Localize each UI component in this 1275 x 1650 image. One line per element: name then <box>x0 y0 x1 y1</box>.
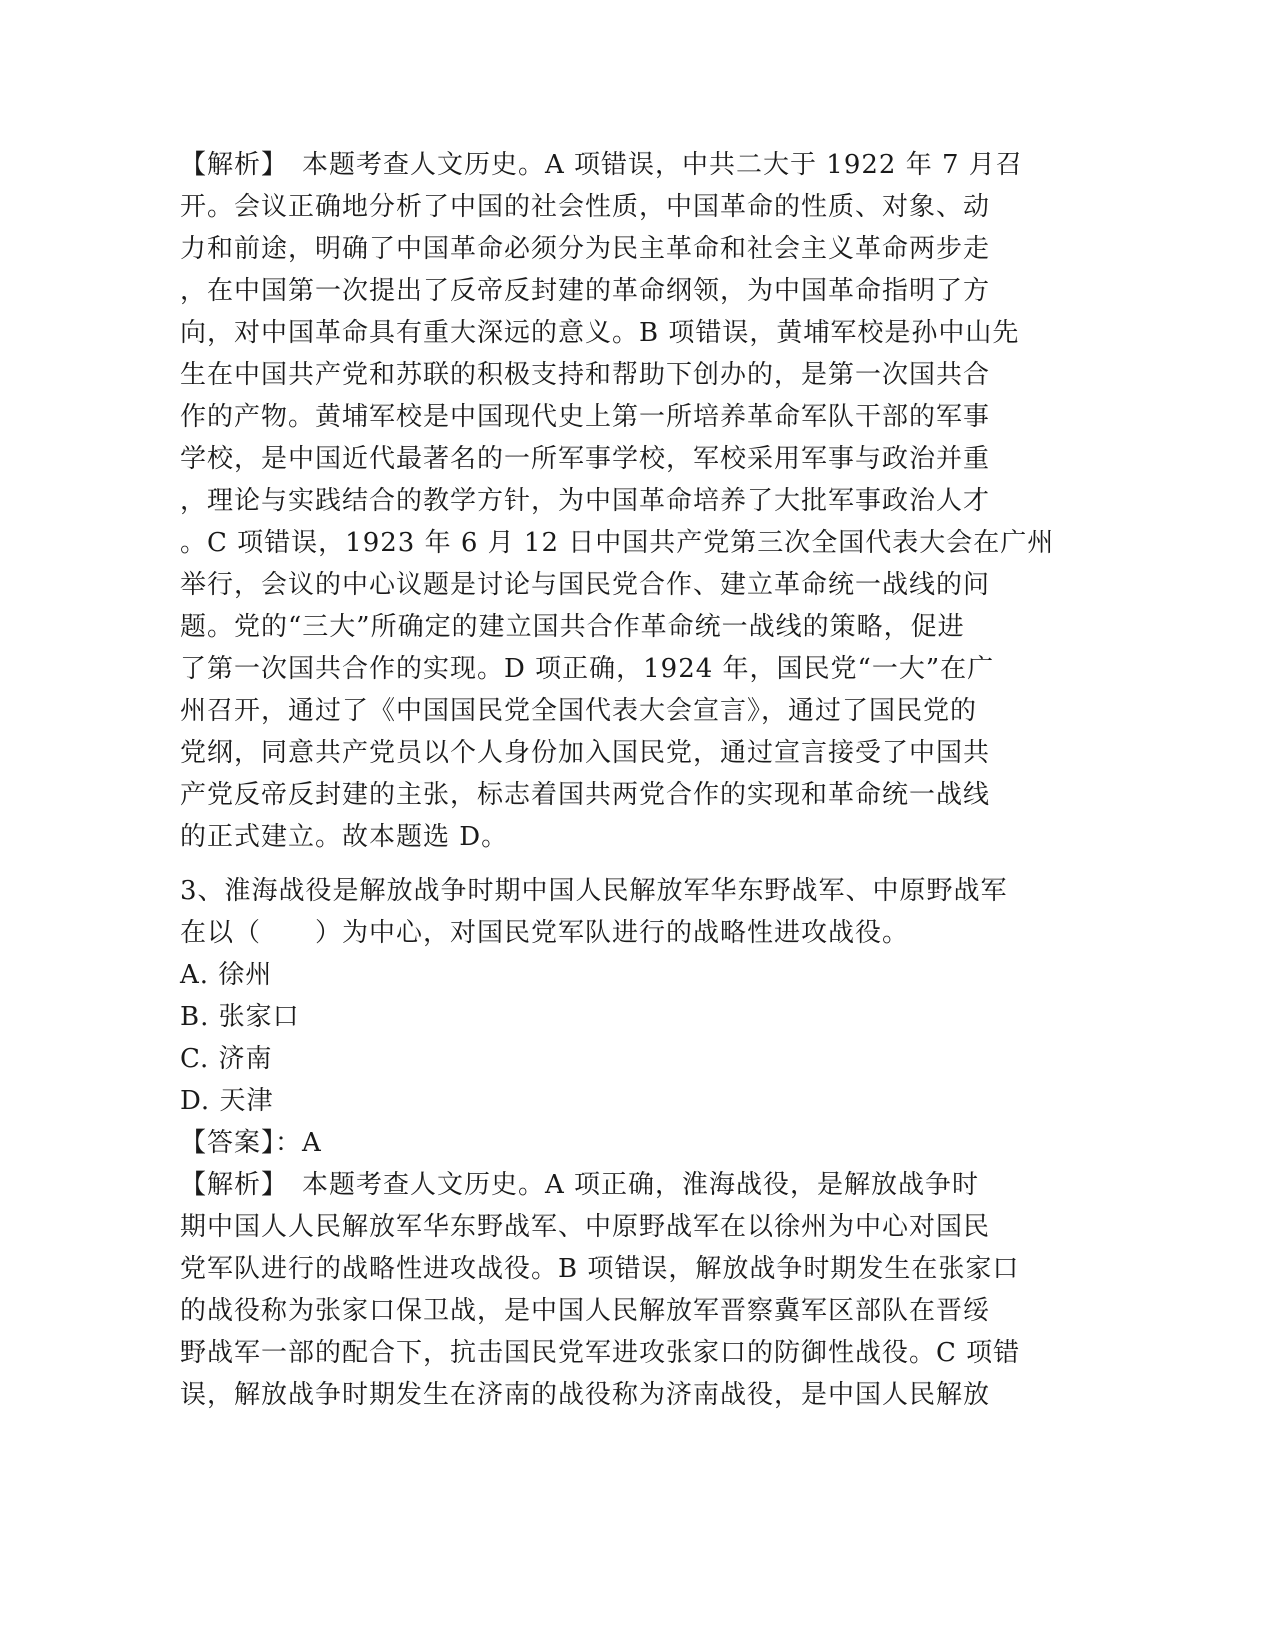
explanation-line: 开。会议正确地分析了中国的社会性质，中国革命的性质、对象、动 <box>180 192 991 222</box>
option-c: C. 济南 <box>180 1044 273 1074</box>
explanation-line: 学校，是中国近代最著名的一所军事学校，军校采用军事与政治并重 <box>180 444 991 474</box>
paragraph-gap <box>180 858 1060 870</box>
explanation-line: 举行，会议的中心议题是讨论与国民党合作、建立革命统一战线的问 <box>180 570 991 600</box>
explanation-line: 。C 项错误，1923 年 6 月 12 日中国共产党第三次全国代表大会在广州 <box>180 528 1055 558</box>
explanation-line: 产党反帝反封建的主张，标志着国共两党合作的实现和革命统一战线 <box>180 780 991 810</box>
question-stem-line: 3、淮海战役是解放战争时期中国人民解放军华东野战军、中原野战军 <box>180 876 1008 906</box>
explanation-line: 党军队进行的战略性进攻战役。B 项错误，解放战争时期发生在张家口 <box>180 1254 1020 1284</box>
document-page <box>180 144 1060 1416</box>
explanation-line: 向，对中国革命具有重大深远的意义。B 项错误，黄埔军校是孙中山先 <box>180 318 1020 348</box>
explanation-line: 【解析】 本题考查人文历史。A 项错误，中共二大于 1922 年 7 月召 <box>180 150 1023 180</box>
explanation-line: 了第一次国共合作的实现。D 项正确，1924 年，国民党“一大”在广 <box>180 654 995 684</box>
explanation-line: 力和前途，明确了中国革命必须分为民主革命和社会主义革命两步走 <box>180 234 991 264</box>
answer-line: 【答案】：A <box>180 1128 322 1158</box>
explanation-line: 生在中国共产党和苏联的积极支持和帮助下创办的，是第一次国共合 <box>180 360 991 390</box>
explanation-line: 州召开，通过了《中国国民党全国代表大会宣言》，通过了国民党的 <box>180 696 978 726</box>
explanation-line: 党纲，同意共产党员以个人身份加入国民党，通过宣言接受了中国共 <box>180 738 991 768</box>
explanation-line: 误，解放战争时期发生在济南的战役称为济南战役，是中国人民解放 <box>180 1380 991 1410</box>
explanation-line: ，理论与实践结合的教学方针，为中国革命培养了大批军事政治人才 <box>180 486 991 516</box>
option-b: B. 张家口 <box>180 1002 300 1032</box>
explanation-line: 作的产物。黄埔军校是中国现代史上第一所培养革命军队干部的军事 <box>180 402 991 432</box>
explanation-line: 的正式建立。故本题选 D。 <box>180 822 509 852</box>
option-a: A. 徐州 <box>180 960 273 990</box>
explanation-line: 野战军一部的配合下，抗击国民党军进攻张家口的防御性战役。C 项错 <box>180 1338 1021 1368</box>
question-3 <box>180 870 1060 1416</box>
option-d: D. 天津 <box>180 1086 274 1116</box>
explanation-block-q2 <box>180 144 1060 858</box>
explanation-line: ，在中国第一次提出了反帝反封建的革命纲领，为中国革命指明了方 <box>180 276 991 306</box>
explanation-line: 【解析】 本题考查人文历史。A 项正确，淮海战役，是解放战争时 <box>180 1170 980 1200</box>
explanation-line: 的战役称为张家口保卫战，是中国人民解放军晋察冀军区部队在晋绥 <box>180 1296 991 1326</box>
explanation-line: 题。党的“三大”所确定的建立国共合作革命统一战线的策略，促进 <box>180 612 965 642</box>
question-stem-line: 在以（ ）为中心，对国民党军队进行的战略性进攻战役。 <box>180 918 910 948</box>
explanation-line: 期中国人人民解放军华东野战军、中原野战军在以徐州为中心对国民 <box>180 1212 991 1242</box>
